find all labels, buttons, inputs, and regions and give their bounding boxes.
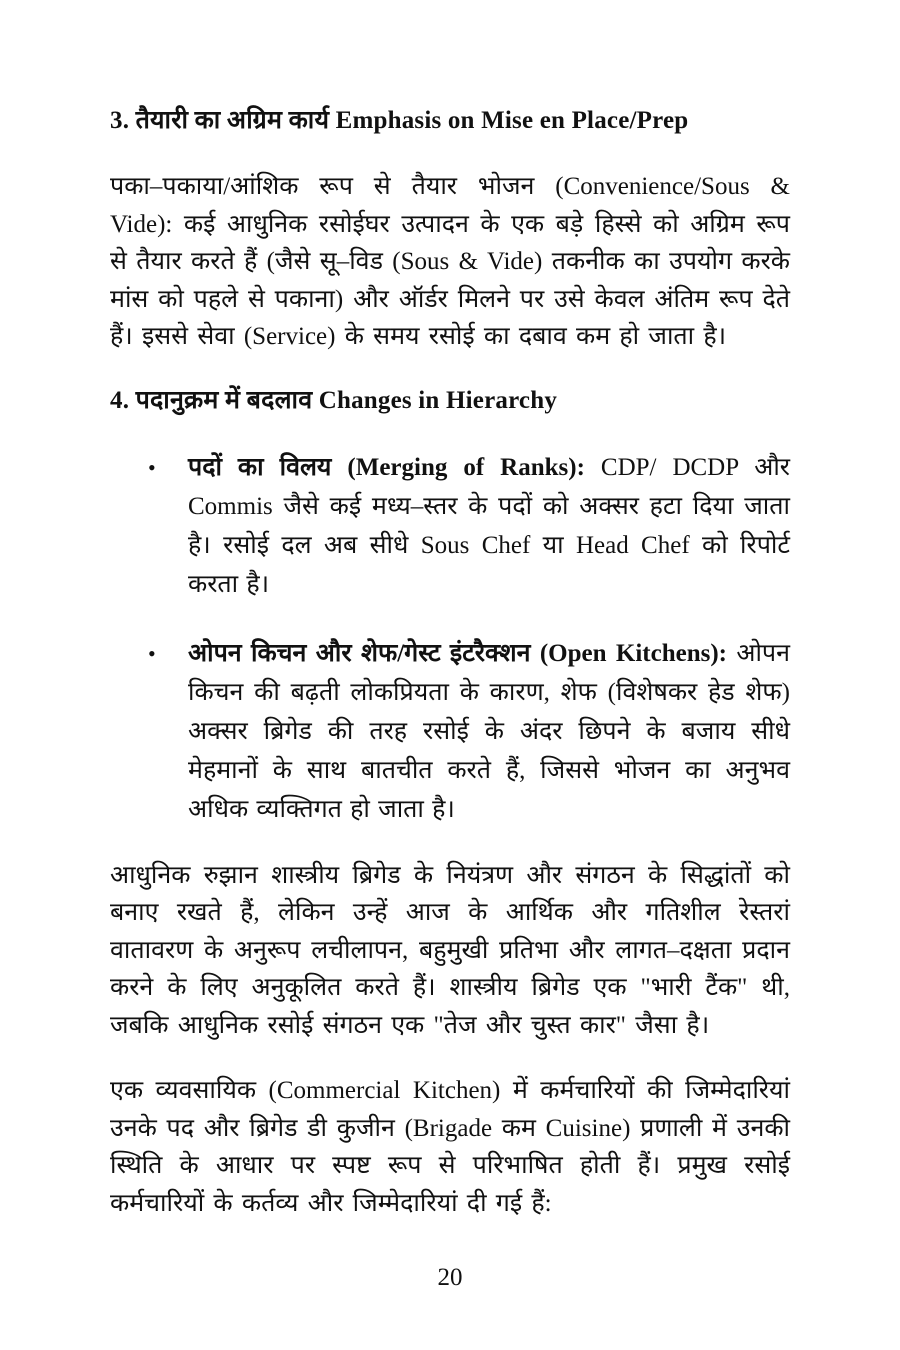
bullet-dot-icon: • <box>148 640 156 666</box>
bullet-open-kitchens-lead: ओपन किचन और शेफ/गेस्ट इंटरैक्शन (Open Kitchens): <box>188 639 727 667</box>
section-heading-prep: 3. तैयारी का अग्रिम कार्य Emphasis on Mise en Place/Prep <box>110 107 689 134</box>
section-heading-hierarchy: 4. पदानुक्रम में बदलाव Changes in Hierarchy <box>110 386 558 414</box>
paragraph-commercial-kitchen: एक व्यवसायिक (Commercial Kitchen) में कर्मचारियों की जिम्मेदारियां उनके पद और ब्रिगेड डी कुजीन (Brigade कम Cuisine) प्रणाली में उनकी स्थिति के आधार पर स्पष्ट रूप से परिभाषित होती हैं। प्रमुख रसोई कर्मचारियों के कर्तव्य और जिम्मेदारियां दी गई हैं: <box>110 1077 790 1217</box>
bullet-merging-text: CDP/ DCDP और Commis जैसे कई मध्य–स्तर के पदों को अक्सर हटा दिया जाता है। रसोई दल अब सीधे Sous Chef या Head Chef को रिपोर्ट करता है। <box>188 453 790 598</box>
page-content <box>110 104 790 1250</box>
paragraph-modern-trends: आधुनिक रुझान शास्त्रीय ब्रिगेड के नियंत्रण और संगठन के सिद्धांतों को बनाए रखते हैं, लेकिन उन्हें आज के आर्थिक और गतिशील रेस्तरां वातावरण के अनुरूप लचीलापन, बहुमुखी प्रतिभा और लागत–दक्षता प्रदान करने के लिए अनुकूलित करते हैं। शास्त्रीय ब्रिगेड एक "भारी टैंक" थी, जबकि आधुनिक रसोई संगठन एक "तेज और चुस्त कार" जैसा है। <box>110 861 790 1039</box>
bullet-merging-of-ranks <box>148 448 790 604</box>
hierarchy-bullet-list <box>110 448 790 829</box>
bullet-merging-lead: पदों का विलय (Merging of Ranks): <box>188 453 585 481</box>
bullet-open-kitchens <box>148 634 790 829</box>
paragraph-prep: पका–पकाया/आंशिक रूप से तैयार भोजन (Convenience/Sous & Vide): कई आधुनिक रसोईघर उत्पादन के एक बड़े हिस्से को अग्रिम रूप से तैयार करते हैं (जैसे सू–विड (Sous & Vide) तकनीक का उपयोग करके मांस को पहले से पकाना) और ऑर्डर मिलने पर उसे केवल अंतिम रूप देते हैं। इससे सेवा (Service) के समय रसोई का दबाव कम हो जाता है। <box>110 173 790 350</box>
bullet-open-kitchens-text: ओपन किचन की बढ़ती लोकप्रियता के कारण, शेफ (विशेषकर हेड शेफ) अक्सर ब्रिगेड की तरह रसोई के अंदर छिपने के बजाय सीधे मेहमानों के साथ बातचीत करते हैं, जिससे भोजन का अनुभव अधिक व्यक्तिगत हो जाता है। <box>188 639 790 823</box>
page-number: 20 <box>437 1264 463 1291</box>
bullet-dot-icon: • <box>148 454 156 480</box>
